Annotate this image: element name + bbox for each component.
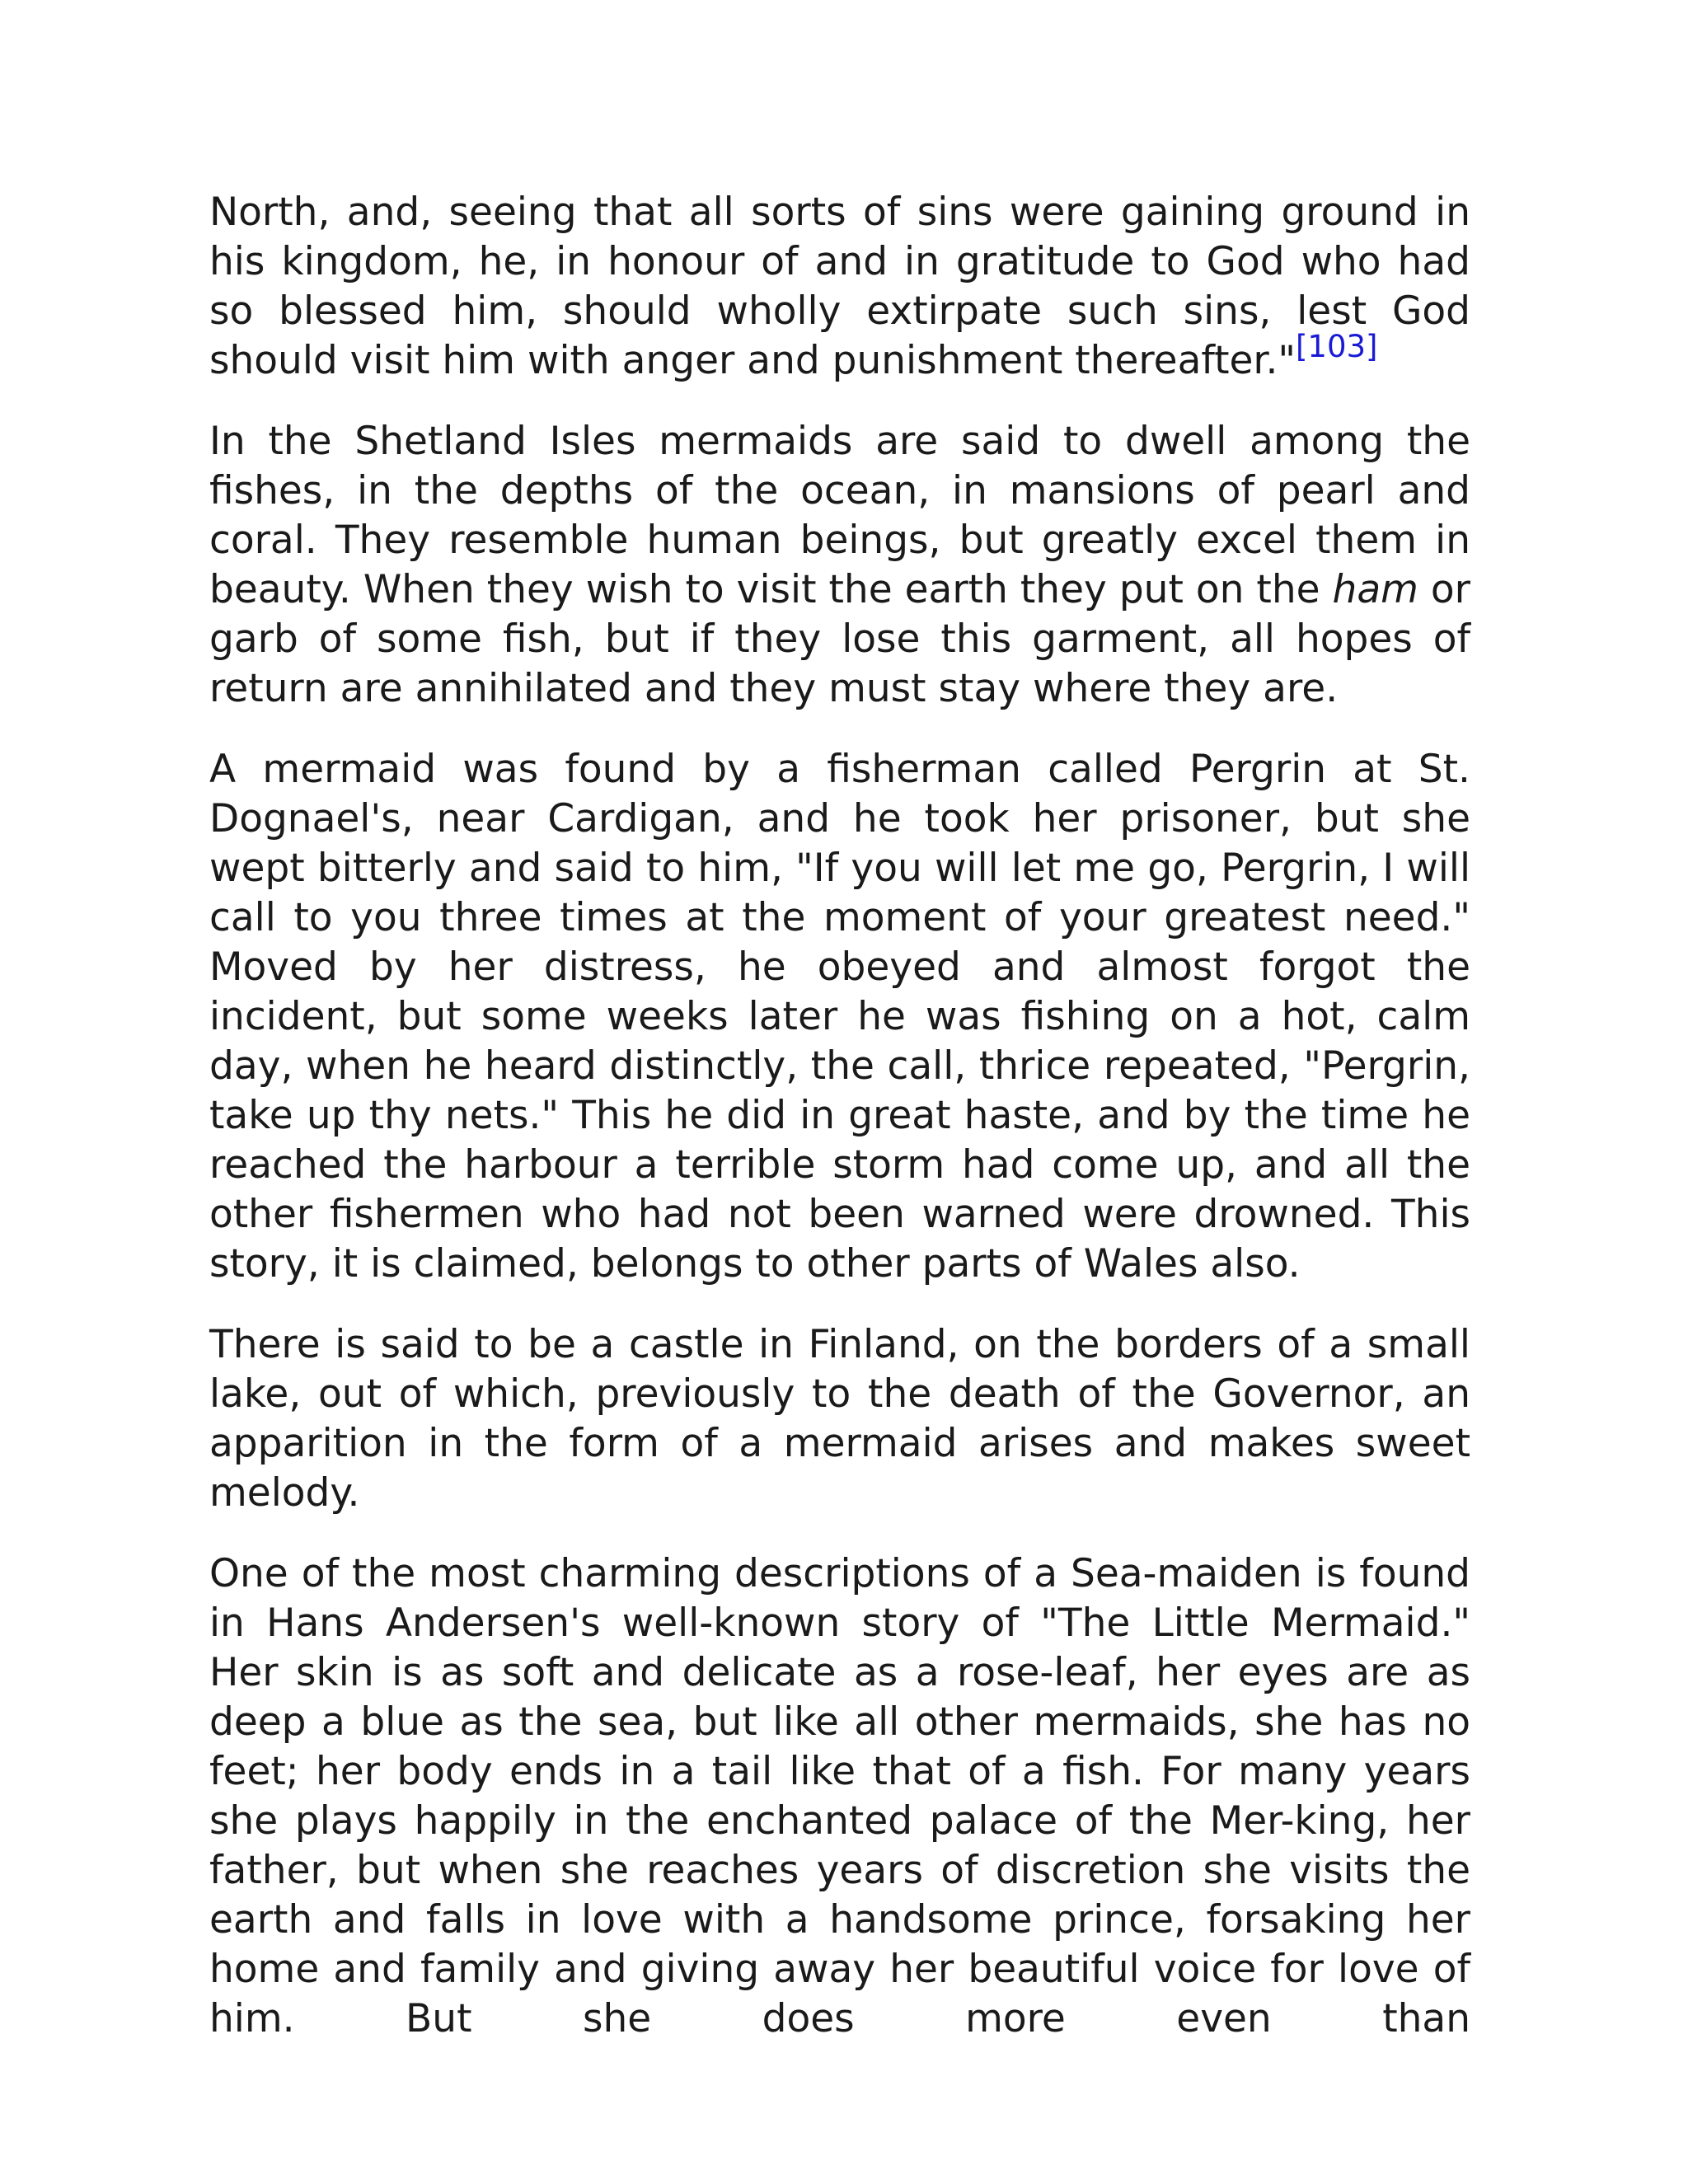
paragraph-2-text-end: or garb of some fish, but if they lose this garment, all hopes of return are annihilated and they must stay where they are. (209, 567, 1470, 711)
paragraph-4 (209, 1320, 1470, 1518)
paragraph-1 (209, 188, 1470, 386)
paragraph-3 (209, 745, 1470, 1289)
page-content (209, 188, 1470, 2075)
paragraph-5 (209, 1549, 1470, 2044)
paragraph-2 (209, 417, 1470, 714)
paragraph-1-text: North, and, seeing that all sorts of sins were gaining ground in his kingdom, he, in honour of and in gratitude to God who had so blessed him, should wholly extirpate such sins, lest God should visit him with anger and punishment thereafter." (209, 190, 1470, 383)
paragraph-4-text: There is said to be a castle in Finland, on the borders of a small lake, out of which, previously to the death of the Governor, an apparition in the form of a mermaid arises and makes sweet melody. (209, 1322, 1470, 1516)
footnote-link-103[interactable]: [103] (1296, 329, 1378, 364)
paragraph-5-text: One of the most charming descriptions of a Sea-maiden is found in Hans Andersen's well-known story of "The Little Mermaid." Her skin is as soft and delicate as a rose-leaf, her eyes are as deep a blue as the sea, but like all other mermaids, she has no feet; her body ends in a tail like that of a fish. For many years she plays happily in the enchanted palace of the Mer-king, her father, but when she reaches years of discretion she visits the earth and falls in love with a handsome prince, forsaking her home and family and giving away her beautiful voice for love of him. But she does more even than (209, 1551, 1470, 2041)
paragraph-2-text-start: In the Shetland Isles mermaids are said to dwell among the fishes, in the depths of the ocean, in mansions of pearl and coral. They resemble human beings, but greatly excel them in beauty. When they wish to visit the earth they put on the (209, 419, 1470, 612)
paragraph-3-text: A mermaid was found by a fisherman called Pergrin at St. Dognael's, near Cardigan, and he took her prisoner, but she wept bitterly and said to him, "If you will let me go, Pergrin, I will call to you three times at the moment of your greatest need." Moved by her distress, he obeyed and almost forgot the incident, but some weeks later he was fishing on a hot, calm day, when he heard distinctly, the call, thrice repeated, "Pergrin, take up thy nets." This he did in great haste, and by the time he reached the harbour a terrible storm had come up, and all the other fishermen who had not been warned were drowned. This story, it is claimed, belongs to other parts of Wales also. (209, 747, 1470, 1286)
italic-term-ham: ham (1332, 567, 1418, 612)
